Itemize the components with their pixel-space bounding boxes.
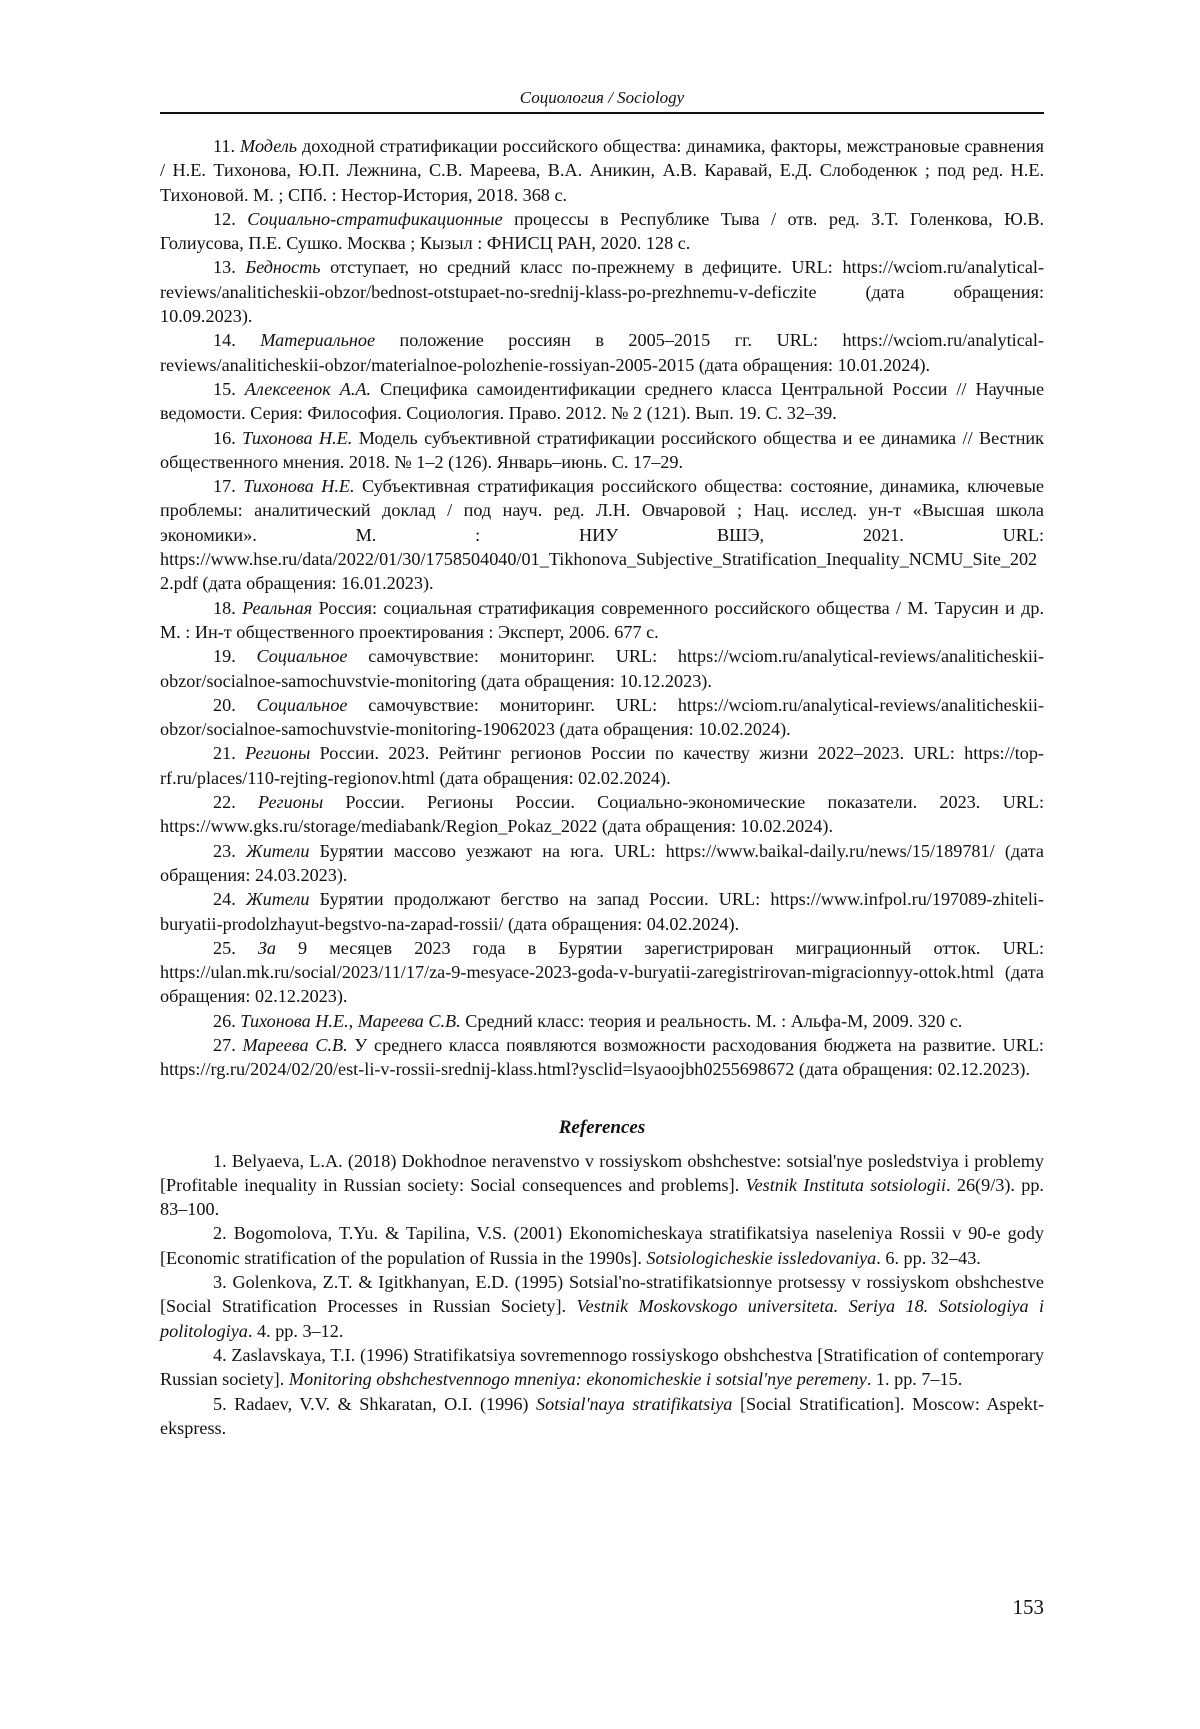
bibliography-entry-18: 18. Реальная Россия: социальная стратификация современного российского общества / М. Тарусин и др. М. : Ин-т общественного проектирования : Эксперт, 2006. 677 с. — [160, 597, 1044, 642]
bibliography-entry-24: 24. Жители Бурятии продолжают бегство на запад России. URL: https://www.infpol.ru/197089-zhiteli-buryatii-prodolzhayut-begstvo-na-zapad-rossii/ (дата обращения: 04.02.2024). — [160, 889, 1044, 934]
reference-entry-4: 4. Zaslavskaya, T.I. (1996) Stratifikatsiya sovremennogo rossiyskogo obshchestva [Stratification of contemporary Russian society]. Monitoring obshchestvennogo mneniya: ekonomicheskie i sotsial'nye peremeny. 1. pp. 7–15. — [160, 1344, 1045, 1390]
bibliography-list — [160, 134, 1044, 1082]
page-number: 153 — [1012, 1595, 1044, 1619]
bibliography-entry-26: 26. Тихонова Н.Е., Мареева С.В. Средний класс: теория и реальность. М. : Альфа-М, 2009. 320 с. — [213, 1010, 963, 1031]
bibliography-entry-11: 11. Модель доходной стратификации российского общества: динамика, факторы, межстрановые сравнения / Н.Е. Тихонова, Ю.П. Лежнина, С.В. Мареева, В.А. Аникин, А.В. Каравай, Е.Д. Слободенюк ; под ред. Н.Е. Тихоновой. М. ; СПб. : Нестор-История, 2018. 368 с. — [160, 136, 1045, 205]
bibliography-entry-15: 15. Алексеенок А.А. Специфика самоидентификации среднего класса Центральной России // Научные ведомости. Серия: Философия. Социология. Право. 2012. № 2 (121). Вып. 19. С. 32–39. — [160, 378, 1045, 424]
bibliography-entry-17: 17. Тихонова Н.Е. Субъективная стратификация российского общества: состояние, динамика, ключевые проблемы: аналитический доклад / под науч. ред. Л.Н. Овчаровой ; Нац. исслед. ун-т «Высшая школа экономики». М. : НИУ ВШЭ, 2021. URL: https://www.hse.ru/data/2022/01/30/1758504040/01_Tikhonova_Subjective_Stratification_Inequality_NCMU_Site_2022.pdf (дата обращения: 16.01.2023). — [160, 476, 1045, 594]
references-heading: References — [558, 1116, 646, 1138]
page-body — [160, 134, 1044, 1440]
reference-entry-3: 3. Golenkova, Z.T. & Igitkhanyan, E.D. (1995) Sotsial'no-stratifikatsionnye protsessy v rossiyskom obshchestve [Social Stratification Processes in Russian Society]. Vestnik Moskovskogo universiteta. Seriya 18. Sotsiologiya i politologiya. 4. pp. 3–12. — [160, 1272, 1044, 1341]
references-list — [160, 1149, 1044, 1441]
bibliography-entry-25: 25. За 9 месяцев 2023 года в Бурятии зарегистрирован миграционный отток. URL: https://ulan.mk.ru/social/2023/11/17/za-9-mesyace-2023-goda-v-buryatii-zaregistrirovan-migracionnyy-ottok.html (дата обращения: 02.12.2023). — [160, 937, 1045, 1007]
bibliography-entry-23: 23. Жители Бурятии массово уезжают на юга. URL: https://www.baikal-daily.ru/news/15/189781/ (дата обращения: 24.03.2023). — [160, 840, 1044, 885]
bibliography-entry-21: 21. Регионы России. 2023. Рейтинг регионов России по качеству жизни 2022–2023. URL: https://top-rf.ru/places/110-rejting-regionov.html (дата обращения: 02.02.2024). — [160, 743, 1044, 788]
bibliography-entry-14: 14. Материальное положение россиян в 2005–2015 гг. URL: https://wciom.ru/analytical-reviews/analiticheskii-obzor/materialnoe-polozhenie-rossiyan-2005-2015 (дата обращения: 10.01.2024). — [160, 330, 1044, 375]
bibliography-entry-22: 22. Регионы России. Регионы России. Социально-экономические показатели. 2023. URL: https://www.gks.ru/storage/mediabank/Region_Pokaz_2022 (дата обращения: 10.02.2024). — [160, 792, 1044, 837]
running-header: Социология / Sociology — [519, 88, 685, 107]
bibliography-entry-20: 20. Социальное самочувствие: мониторинг. URL: https://wciom.ru/analytical-reviews/analiticheskii-obzor/socialnoe-samochuvstvie-monitoring-19062023 (дата обращения: 10.02.2024). — [160, 694, 1045, 740]
bibliography-entry-27: 27. Мареева С.В. У среднего класса появляются возможности расходования бюджета на развитие. URL: https://rg.ru/2024/02/20/est-li-v-rossii-srednij-klass.html?ysclid=lsyaoojbh0255698672 (дата обращения: 02.12.2023). — [160, 1034, 1044, 1080]
bibliography-entry-16: 16. Тихонова Н.Е. Модель субъективной стратификации российского общества и ее динамика // Вестник общественного мнения. 2018. № 1–2 (126). Январь–июнь. С. 17–29. — [160, 427, 1045, 472]
bibliography-entry-12: 12. Социально-стратификационные процессы в Республике Тыва / отв. ред. З.Т. Голенкова, Ю.В. Голиусова, П.Е. Сушко. Москва ; Кызыл : ФНИСЦ РАН, 2020. 128 с. — [160, 208, 1044, 254]
header-divider — [160, 112, 1044, 114]
reference-entry-5: 5. Radaev, V.V. & Shkaratan, O.I. (1996) Sotsial'naya stratifikatsiya [Social Stratification]. Moscow: Aspekt-ekspress. — [160, 1393, 1045, 1438]
reference-entry-2: 2. Bogomolova, T.Yu. & Tapilina, V.S. (2001) Ekonomicheskaya stratifikatsiya naseleniya Rossii v 90-e gody [Economic stratification of the population of Russia in the 1990s]. Sotsiologicheskie issledovaniya. 6. pp. 32–43. — [160, 1223, 1045, 1268]
bibliography-entry-13: 13. Бедность отступает, но средний класс по-прежнему в дефиците. URL: https://wciom.ru/analytical-reviews/analiticheskii-obzor/bednost-otstupaet-no-srednij-klass-po-prezhnemu-v-deficzite (дата обращения: 10.09.2023). — [160, 257, 1044, 327]
reference-entry-1: 1. Belyaeva, L.A. (2018) Dokhodnoe neravenstvo v rossiyskom obshchestve: sotsial'nye posledstviya i problemy [Profitable inequality in Russian society: Social consequences and problems]. Vestnik Instituta sotsiologii. 26(9/3). pp. 83–100. — [160, 1150, 1044, 1220]
bibliography-entry-19: 19. Социальное самочувствие: мониторинг. URL: https://wciom.ru/analytical-reviews/analiticheskii-obzor/socialnoe-samochuvstvie-monitoring (дата обращения: 10.12.2023). — [160, 646, 1045, 691]
